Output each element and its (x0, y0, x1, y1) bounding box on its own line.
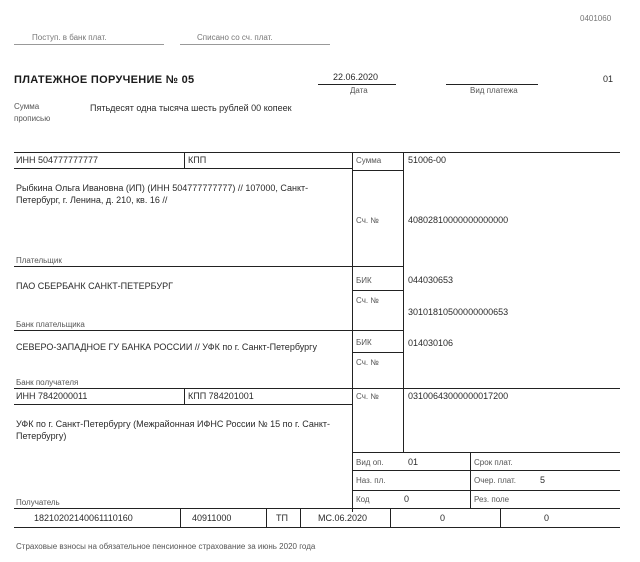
code-value: 0 (404, 494, 410, 504)
date-line (318, 84, 396, 85)
payer-account-label: Сч. № (356, 216, 379, 225)
tax-kbk: 18210202140061110160 (34, 513, 133, 523)
payee-caption: Получатель (16, 498, 60, 507)
payee-bik-label: БИК (356, 338, 372, 347)
tax-divider-3 (300, 508, 301, 527)
debited-label: Списано со сч. плат. (197, 33, 273, 42)
payer-bank-name: ПАО СБЕРБАНК САНКТ-ПЕТЕРБУРГ (16, 281, 173, 291)
payer-kpp: КПП (188, 155, 207, 165)
purpose-code-label: Наз. пл. (356, 476, 386, 485)
tax-row-border (14, 527, 620, 528)
payer-inn: ИНН 504777777777 (16, 155, 99, 165)
code-row-border (352, 490, 620, 491)
tax-doc-number: 0 (440, 513, 446, 523)
payer-bik-value: 044030653 (408, 275, 454, 285)
payee-bank-account-label: Сч. № (356, 358, 379, 367)
tax-oktmo: 40911000 (192, 513, 232, 523)
payment-purpose: Страховые взносы на обязательное пенсионное страхование за июнь 2020 года (16, 542, 316, 551)
amount-words-value: Пятьдесят одна тысяча шесть рублей 00 копеек (90, 103, 292, 113)
payee-bank-section-border (14, 388, 620, 389)
document-date: 22.06.2020 (333, 72, 379, 82)
tax-basis: ТП (276, 513, 288, 523)
payee-inn-row-border (14, 404, 352, 405)
tax-doc-date: 0 (544, 513, 550, 523)
date-caption: Дата (350, 86, 368, 95)
reserve-field-label: Рез. поле (474, 495, 510, 504)
payment-term-label: Срок плат. (474, 458, 513, 467)
payer-section-border (14, 266, 403, 267)
sum-cell-border (352, 170, 403, 171)
payer-bank-account-value: 30101810500000000653 (408, 307, 509, 317)
order-divider (470, 452, 471, 508)
op-type-value: 01 (408, 457, 419, 467)
payee-kpp-divider (184, 388, 185, 404)
tax-divider-4 (390, 508, 391, 527)
document-title: ПЛАТЕЖНОЕ ПОРУЧЕНИЕ № 05 (14, 74, 195, 86)
tax-period: МС.06.2020 (318, 513, 368, 523)
payment-type-line (446, 84, 538, 85)
payer-kpp-divider (184, 152, 185, 168)
payee-bik-cell-border (352, 352, 403, 353)
main-vertical-divider (352, 152, 353, 512)
payer-bik-label: БИК (356, 276, 372, 285)
status-code: 01 (603, 74, 614, 84)
payee-kpp: КПП 784201001 (188, 391, 254, 401)
order-value: 5 (540, 475, 546, 485)
table-top-border (14, 152, 620, 153)
form-code: 0401060 (580, 14, 612, 23)
payer-caption: Плательщик (16, 256, 62, 265)
payee-bank-name: СЕВЕРО-ЗАПАДНОЕ ГУ БАНКА РОССИИ // УФК по г. Санкт-Петербургу (16, 342, 317, 352)
sum-value: 51006-00 (408, 155, 447, 165)
tax-divider-2 (266, 508, 267, 527)
term-row-border (352, 470, 620, 471)
payee-bik-value: 014030106 (408, 338, 454, 348)
received-line (14, 44, 164, 45)
payer-bank-section-border (14, 330, 403, 331)
sum-label: Сумма (356, 156, 382, 165)
payee-inn: ИНН 7842000011 (16, 391, 88, 401)
payer-bank-caption: Банк плательщика (16, 320, 85, 329)
payer-account-value: 40802810000000000000 (408, 215, 509, 225)
payee-account-label: Сч. № (356, 392, 379, 401)
code-label: Код (356, 495, 370, 504)
op-type-label: Вид оп. (356, 458, 384, 467)
op-row-border (352, 452, 620, 453)
payee-section-border (14, 508, 620, 509)
debited-line (180, 44, 330, 45)
payer-name: Рыбкина Ольга Ивановна (ИП) (ИНН 504777777777) // 107000, Санкт-Петербург, г. Ленина, д. 210, кв. 16 // (16, 183, 309, 205)
value-column-divider (403, 152, 404, 452)
payer-bank-account-label: Сч. № (356, 296, 379, 305)
bik-cell-border (352, 290, 403, 291)
payee-bank-caption: Банк получателя (16, 378, 79, 387)
payee-account-value: 03100643000000017200 (408, 391, 509, 401)
payment-type-caption: Вид платежа (470, 86, 518, 95)
amount-words-label: Сумма прописью (14, 102, 51, 123)
payee-name: УФК по г. Санкт-Петербургу (Межрайонная ИФНС России № 15 по г. Санкт-Петербургу) (16, 419, 330, 441)
received-label: Поступ. в банк плат. (32, 33, 107, 42)
order-label: Очер. плат. (474, 476, 517, 485)
tax-divider-5 (500, 508, 501, 527)
payer-inn-row-border (14, 168, 352, 169)
tax-divider-1 (180, 508, 181, 527)
